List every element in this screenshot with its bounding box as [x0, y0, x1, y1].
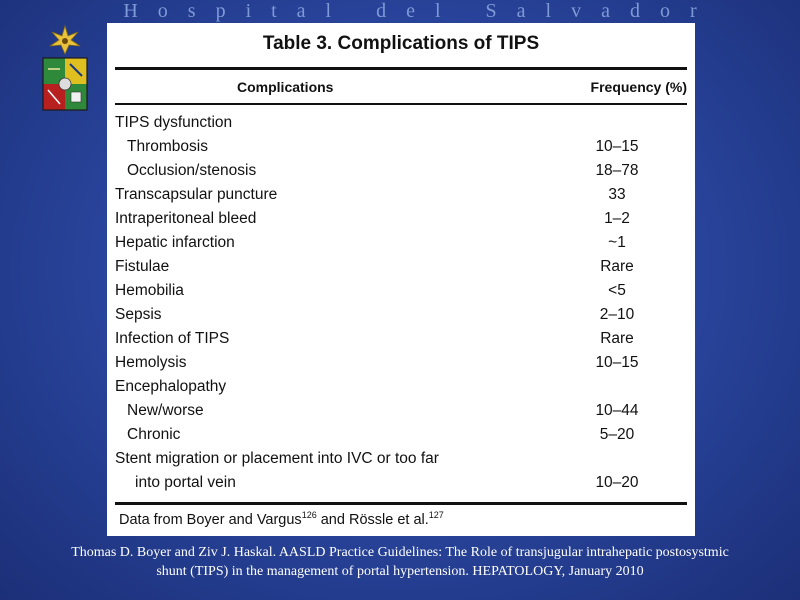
footnote-ref: 127 [428, 510, 444, 520]
table-row [115, 255, 687, 279]
table-footnote [119, 510, 444, 528]
top-rule [115, 67, 687, 70]
column-header-complications: Complications [237, 79, 334, 95]
complication-cell: TIPS dysfunction [115, 114, 233, 131]
footnote-text: and Rössle et al. [316, 511, 429, 528]
complication-cell: Hemobilia [115, 282, 184, 299]
complication-cell: Hepatic infarction [115, 234, 235, 251]
star-icon [50, 26, 80, 54]
table-row [115, 279, 687, 303]
complication-cell: Occlusion/stenosis [127, 162, 257, 179]
frequency-cell: 10–15 [595, 138, 639, 155]
university-crest-icon [38, 24, 92, 124]
table-row [115, 351, 687, 375]
table-row [115, 423, 687, 447]
frequency-cell: 10–20 [595, 474, 639, 491]
table-row [115, 183, 687, 207]
table-row [115, 327, 687, 351]
complication-cell: Encephalopathy [115, 378, 227, 395]
table-row [115, 159, 687, 183]
complication-cell: Fistulae [115, 258, 170, 275]
complication-cell: Intraperitoneal bleed [115, 210, 257, 227]
complication-cell: Sepsis [115, 306, 162, 323]
complication-cell: Hemolysis [115, 354, 187, 371]
table-row [115, 231, 687, 255]
complication-cell: New/worse [127, 402, 204, 419]
complication-cell: Infection of TIPS [115, 330, 230, 347]
frequency-cell: 5–20 [599, 426, 635, 443]
frequency-cell: 2–10 [599, 306, 635, 323]
frequency-cell: Rare [600, 258, 634, 275]
frequency-cell: 33 [608, 186, 626, 203]
shield-icon [43, 58, 87, 110]
footnote-text: Data from Boyer and Vargus [119, 511, 302, 528]
citation-caption [0, 543, 800, 581]
header-rule [115, 103, 687, 105]
frequency-cell: Rare [600, 330, 634, 347]
table-body [115, 111, 687, 495]
frequency-cell: 10–15 [595, 354, 639, 371]
table-row [115, 375, 687, 399]
frequency-cell: 10–44 [595, 402, 639, 419]
table-row [115, 303, 687, 327]
frequency-cell: ~1 [608, 234, 626, 251]
table-row [115, 207, 687, 231]
caption-line: shunt (TIPS) in the management of portal hypertension. HEPATOLOGY, January 2010 [156, 564, 644, 579]
table-title: Table 3. Complications of TIPS [262, 33, 540, 54]
frequency-cell: 1–2 [604, 210, 630, 227]
hospital-title: Hospital del Salvador [123, 0, 717, 22]
bottom-rule [115, 502, 687, 505]
caption-line: Thomas D. Boyer and Ziv J. Haskal. AASLD Practice Guidelines: The Role of transjugular intrahepatic postosystmic [71, 545, 729, 560]
complication-cell: Chronic [127, 426, 181, 443]
frequency-cell: 18–78 [595, 162, 639, 179]
complication-cell: Thrombosis [127, 138, 208, 155]
footnote-ref: 126 [301, 510, 317, 520]
column-header-frequency: Frequency (%) [590, 79, 687, 95]
complication-cell: into portal vein [135, 474, 236, 491]
complication-cell: Transcapsular puncture [115, 186, 278, 203]
table-row [115, 111, 687, 135]
table-row [115, 447, 687, 471]
table-row [115, 471, 687, 495]
table-row [115, 135, 687, 159]
complication-cell: Stent migration or placement into IVC or too far [115, 450, 439, 467]
table-row [115, 399, 687, 423]
frequency-cell: <5 [608, 282, 626, 299]
complications-table [107, 23, 695, 536]
